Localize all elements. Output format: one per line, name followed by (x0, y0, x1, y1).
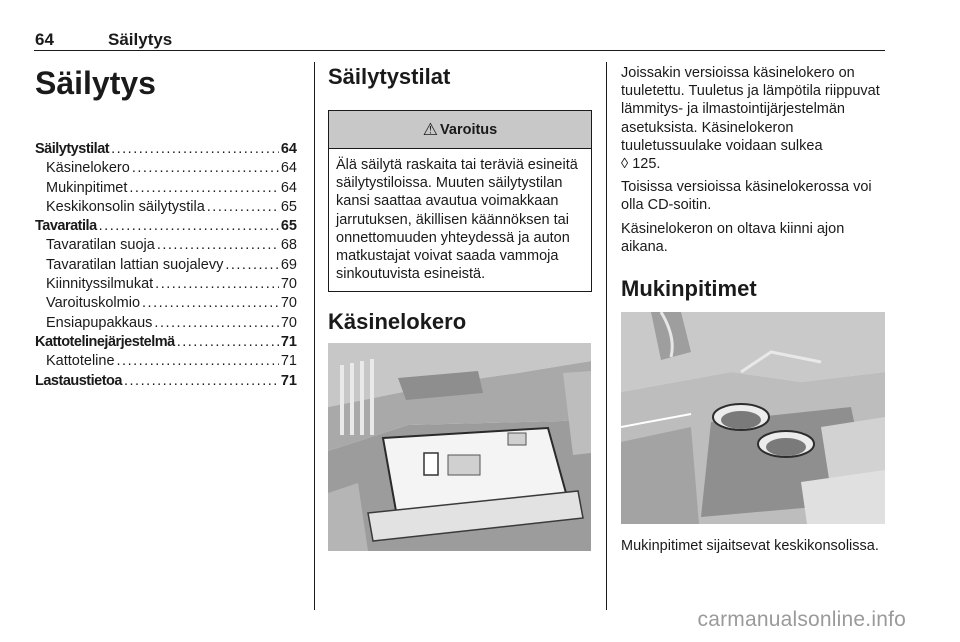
toc-leader-dots (132, 159, 279, 178)
toc-row[interactable] (35, 236, 297, 255)
toc-row[interactable] (35, 314, 297, 333)
page-number: 64 (35, 30, 54, 49)
chapter-title: Säilytys (35, 65, 156, 101)
section-heading-mukinpitimet: Mukinpitimet (621, 276, 757, 302)
paragraph-ventilation (621, 64, 886, 173)
section-heading-kasinelokero: Käsinelokero (328, 309, 467, 335)
glovebox-illustration (328, 343, 591, 551)
toc-page-number: 71 (280, 372, 297, 389)
toc-label: Lastaustietoa (35, 372, 122, 389)
toc-leader-dots (155, 275, 279, 294)
cupholder-caption: Mukinpitimet sijaitsevat keskikonsolissa. (621, 538, 879, 555)
warning-box (328, 110, 592, 292)
toc-row[interactable] (35, 198, 297, 217)
toc-page-number: 64 (280, 179, 297, 196)
toc-page-number: 64 (280, 141, 297, 157)
toc-page-number: 68 (280, 237, 297, 254)
toc-row[interactable] (35, 217, 297, 236)
toc-label: Säilytystilat (35, 141, 110, 157)
page-reference-link[interactable]: 125. (632, 156, 661, 173)
toc-row[interactable] (35, 275, 297, 294)
toc-column (35, 64, 297, 391)
column-divider (314, 62, 315, 610)
toc-leader-dots (111, 140, 279, 159)
toc-label: Tavaratila (35, 218, 97, 235)
toc-label: Ensiapupakkaus (46, 314, 153, 331)
toc-page-number: 71 (280, 333, 297, 350)
warning-header (329, 111, 591, 149)
toc-page-number: 70 (280, 295, 297, 312)
content-column-3 (621, 64, 886, 560)
toc-leader-dots (99, 217, 279, 236)
toc-label: Käsinelokero (46, 160, 130, 177)
toc-row[interactable] (35, 179, 297, 198)
section-heading-sailytystilat: Säilytystilat (328, 64, 451, 89)
toc-label: Tavaratilan lattian suojalevy (46, 256, 224, 273)
toc-page-number: 71 (280, 353, 297, 370)
toc-page-number: 65 (280, 198, 297, 215)
toc-label: Kattotelinejärjestelmä (35, 333, 175, 350)
toc-label: Kiinnityssilmukat (46, 276, 154, 293)
toc-row[interactable] (35, 372, 297, 391)
watermark: carmanualsonline.info (697, 608, 906, 631)
column-divider (606, 62, 607, 610)
paragraph-cd-player: Toisissa versioissa käsinelokerossa voi olla CD-soitin. (621, 179, 872, 214)
toc-row[interactable] (35, 352, 297, 371)
paragraph-ventilation-text: Joissakin versioissa käsinelokero on tuuletettu. Tuuletus ja lämpötila riippuvat lämmitys- ja ilmastointijärjestelmän asetuksista. Käsinelokeron tuuletussuulake voidaan sulkea (621, 65, 880, 154)
toc-row[interactable] (35, 159, 297, 178)
toc-leader-dots (157, 236, 279, 255)
toc-leader-dots (154, 314, 278, 333)
toc-leader-dots (177, 333, 279, 352)
toc-leader-dots (129, 179, 278, 198)
toc-label: Keskikonsolin säilytystila (46, 198, 205, 215)
header-rule (34, 50, 885, 51)
cupholder-illustration (621, 312, 885, 524)
paragraph-keep-closed: Käsinelokeron on oltava kiinni ajon aikana. (621, 220, 845, 255)
toc-label: Mukinpitimet (46, 179, 128, 196)
toc-page-number: 65 (280, 218, 297, 235)
toc-label: Kattoteline (46, 353, 115, 370)
toc-page-number: 69 (280, 256, 297, 273)
toc-row[interactable] (35, 294, 297, 313)
toc-leader-dots (117, 352, 279, 371)
page-reference-arrow-icon: ◊ (621, 156, 629, 173)
toc-row[interactable] (35, 256, 297, 275)
toc-page-number: 70 (280, 276, 297, 293)
toc-leader-dots (225, 256, 279, 275)
toc-row[interactable] (35, 333, 297, 352)
table-of-contents (35, 140, 297, 391)
content-column-2 (328, 64, 592, 551)
running-header-title: Säilytys (108, 30, 173, 49)
toc-leader-dots (142, 294, 279, 313)
warning-text: Älä säilytä raskaita tai teräviä esineitä säilytystiloissa. Muuten säilytystilan kansi saattaa avautua voimakkaan jarrutuksen, äkillisen käännöksen tai onnettomuuden yhteydessä ja auton matkustajat voivat saada vammoja sinkoutuvista esineistä. (336, 157, 578, 283)
toc-label: Tavaratilan suoja (46, 237, 155, 254)
toc-page-number: 64 (280, 160, 297, 177)
toc-leader-dots (124, 372, 279, 391)
toc-leader-dots (207, 198, 279, 217)
toc-row[interactable] (35, 140, 297, 159)
toc-page-number: 70 (280, 314, 297, 331)
warning-title: Varoitus (440, 121, 498, 138)
warning-triangle-icon: ⚠ (422, 119, 439, 139)
toc-label: Varoituskolmio (46, 295, 141, 312)
